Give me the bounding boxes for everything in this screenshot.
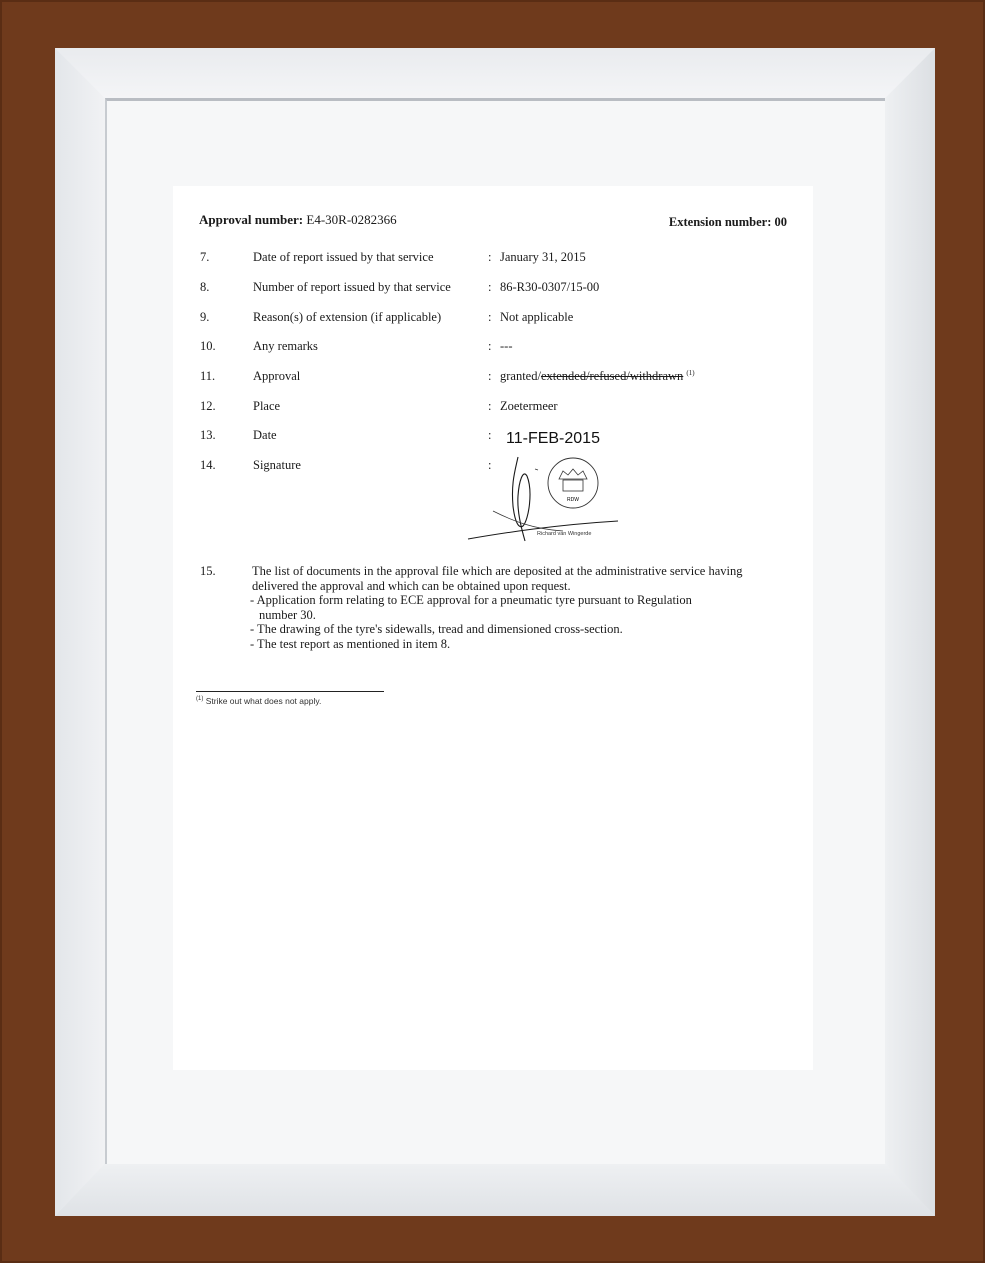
row-colon: :	[488, 280, 492, 294]
row-value: ---	[500, 339, 513, 353]
row-colon: :	[488, 369, 492, 383]
document-list-item: - Application form relating to ECE approval for a pneumatic tyre pursuant to Regulation number 30.	[250, 593, 692, 622]
row-label: Approval	[253, 369, 301, 383]
row-value: January 31, 2015	[500, 250, 586, 264]
approval-struck-options: extended/refused/withdrawn	[540, 369, 684, 384]
row-label: Number of report issued by that service	[253, 280, 451, 294]
item-15-text: The list of documents in the approval file which are deposited at the administrative service having delivered the approval and which can be obtained upon request.	[252, 564, 743, 593]
approval-number: E4-30R-0282366	[306, 212, 397, 227]
mat-bevel-left	[55, 48, 105, 1216]
mat-bevel-right	[885, 48, 935, 1216]
seal-text: RDW	[567, 497, 579, 503]
row-value: Zoetermeer	[500, 399, 558, 413]
document-list-item: - The test report as mentioned in item 8.	[250, 636, 451, 651]
item-number: 15.	[200, 564, 216, 578]
row-colon: :	[488, 250, 492, 264]
row-label: Date of report issued by that service	[253, 250, 434, 264]
row-number: 12.	[200, 399, 216, 413]
item-15-body	[252, 564, 782, 651]
mat-bevel-top	[55, 48, 935, 98]
signer-name: Richard van Wingerde	[537, 531, 592, 537]
row-colon: :	[488, 399, 492, 413]
approval-label: Approval number:	[199, 212, 304, 227]
extension-number: Extension number: 00	[668, 215, 787, 229]
mat-bevel-bottom	[55, 1164, 935, 1216]
row-colon: :	[488, 458, 492, 472]
approval-number-header	[199, 212, 397, 228]
row-number: 13.	[200, 428, 216, 442]
row-value	[500, 369, 695, 384]
row-value: 86-R30-0307/15-00	[500, 280, 600, 294]
document-page	[173, 186, 813, 1070]
row-colon: :	[488, 428, 492, 442]
footnote-rule	[196, 691, 384, 692]
row-number: 14.	[200, 458, 216, 472]
signature-stroke	[512, 457, 530, 541]
row-number: 11.	[200, 369, 216, 383]
row-number: 9.	[200, 310, 210, 324]
date-stamp: 11-FEB-2015	[506, 430, 600, 447]
row-number: 10.	[200, 339, 216, 353]
row-label: Reason(s) of extension (if applicable)	[253, 310, 442, 324]
row-label: Place	[253, 399, 281, 413]
row-label: Signature	[253, 458, 301, 472]
approval-granted: granted/	[500, 369, 541, 384]
footnote	[196, 696, 321, 706]
row-number: 8.	[200, 280, 210, 294]
footnote-ref: (1)	[686, 369, 695, 377]
crown-icon	[559, 469, 587, 479]
row-value: Not applicable	[500, 310, 574, 324]
row-colon: :	[488, 339, 492, 353]
row-label: Date	[253, 428, 277, 442]
footnote-text: Strike out what does not apply.	[205, 696, 322, 706]
row-colon: :	[488, 310, 492, 324]
document-list-item: - The drawing of the tyre's sidewalls, tread and dimensioned cross-section.	[250, 622, 623, 636]
row-label: Any remarks	[253, 339, 318, 353]
row-number: 7.	[200, 250, 210, 264]
footnote-marker: (1)	[196, 696, 204, 703]
